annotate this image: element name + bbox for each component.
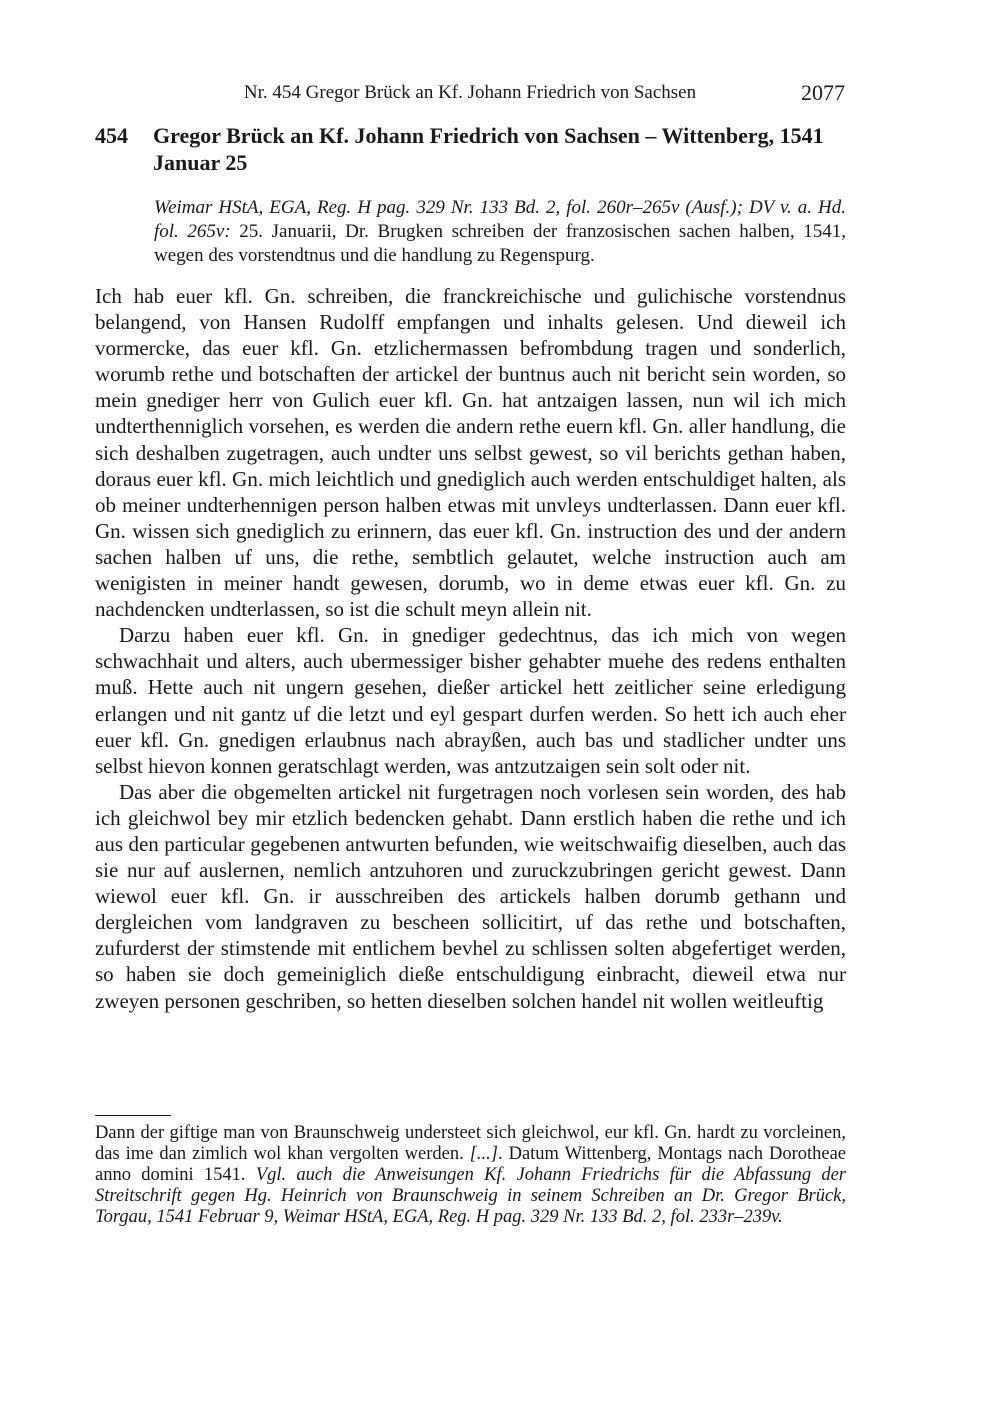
- footnote-dating: . Datum Wittenberg, Montags nach Dorotheae anno domini 1541.: [95, 1144, 847, 1185]
- letter-body: [95, 283, 846, 1014]
- archive-reference: Weimar HStA, EGA, Reg. H pag. 329 Nr. 133 Bd. 2, fol. 260r–265v (Ausf.); DV v. a. Hd. fol. 265v:: [154, 197, 846, 242]
- running-title: Nr. 454 Gregor Brück an Kf. Johann Friedrich von Sachsen: [243, 82, 697, 103]
- source-note: [154, 196, 846, 268]
- footnote-omission: [...]: [469, 1144, 498, 1164]
- running-head: [95, 80, 845, 108]
- document-title: Gregor Brück an Kf. Johann Friedrich von Sachsen – Wittenberg, 1541 Januar 25: [153, 123, 824, 175]
- body-paragraph: Darzu haben euer kfl. Gn. in gnediger gedechtnus, das ich mich von wegen schwachhait und alters, auch ubermessiger bisher gehabter muehe des redens enthalten muß. Hette auch nit ungern gesehen, dießer artickel hett zeitlicher seine erledigung erlangen und nit gantz uf die letzt und eyl gespart durfen werden. So hett ich auch eher euer kfl. Gn. gnedigen erlaubnus nach abrayßen, auch bas und stadlicher undter uns selbst hievon konnen geratschlagt werden, was antzutzaigen sein solt oder nit.: [95, 623, 846, 778]
- body-paragraph: Ich hab euer kfl. Gn. schreiben, die franckreichische und gulichische vorstendnus belangend, von Hansen Rudolff empfangen und inhalts gelesen. Und dieweil ich vormercke, das euer kfl. Gn. etzlichermassen befrombdung tragen und sonderlich, worumb rethe und botschaften der artickel der buntnus auch nit bericht sein worden, so mein gnediger herr von Gulich euer kfl. Gn. hat antzaigen lassen, nun wil ich mich undterthenniglich vorsehen, es werden die andern rethe euern kfl. Gn. aller handlung, die sich deshalben zugetragen, auch undter uns selbst gewest, so vil berichts gethan haben, doraus euer kfl. Gn. mich leichtlich und gnediglich auch werden entschuldiget halten, als ob meiner undterhennigen person halben etwas mit unvleys undterlassen. Dann euer kfl. Gn. wissen sich gnediglich zu erinnern, das euer kfl. Gn. instruction des und der andern sachen halben uf uns, die rethe, sembtlich gelautet, welche instruction auch am wenigisten in meiner handt gewesen, dorumb, wo in deme etwas euer kfl. Gn. zu nachdencken undterlassen, so ist die schult meyn allein nit.: [95, 284, 846, 622]
- document-heading: [95, 122, 845, 176]
- footnote-separator: [95, 1115, 171, 1116]
- footnote: [95, 1123, 846, 1228]
- footnote-reference: Vgl. auch die Anweisungen Kf. Johann Friedrichs für die Abfassung der Streitschrift gegen Hg. Heinrich von Braunschweig in seinem Schreiben an Dr. Gregor Brück, Torgau, 1541 Februar 9, Weimar HStA, EGA, Reg. H pag. 329 Nr. 133 Bd. 2, fol. 233r–239v.: [95, 1165, 847, 1227]
- document-number: 454: [95, 123, 128, 148]
- dorsal-note: 25. Januarii, Dr. Brugken schreiben der franzosischen sachen halben, 1541, wegen des vorstendtnus und die handlung zu Regenspurg.: [154, 221, 846, 266]
- footnote-text: Dann der giftige man von Braunschweig understeet sich gleichwol, eur kfl. Gn. hardt zu vorcleinen, das ime dan zimlich wol khan vergolten werden.: [95, 1123, 846, 1164]
- page-number: 2077: [801, 80, 845, 105]
- body-paragraph: Das aber die obgemelten artickel nit furgetragen noch vorlesen sein worden, des hab ich gleichwol bey mir etzlich bedencken gehabt. Dann erstlich haben die rethe und ich aus den particular gegebenen antwurten befunden, wie weitschwaifig dieselben, auch das sie nur auf auslernen, nemlich antzuhoren und zuruckzubringen gericht gewest. Dann wiewol euer kfl. Gn. ir ausschreiben des artickels halben dorumb gethann und dergleichen vom landgraven zu bescheen sollicitirt, uf das rethe und botschaften, zufurderst der stimstende mit entlichem bevhel zu schlissen solten abgefertiget werden, so haben sie doch gemeiniglich dieße entschuldigung einbracht, dieweil etwa nur zweyen personen geschriben, so hetten dieselben solchen handel nit wollen weitleuftig: [95, 779, 846, 1013]
